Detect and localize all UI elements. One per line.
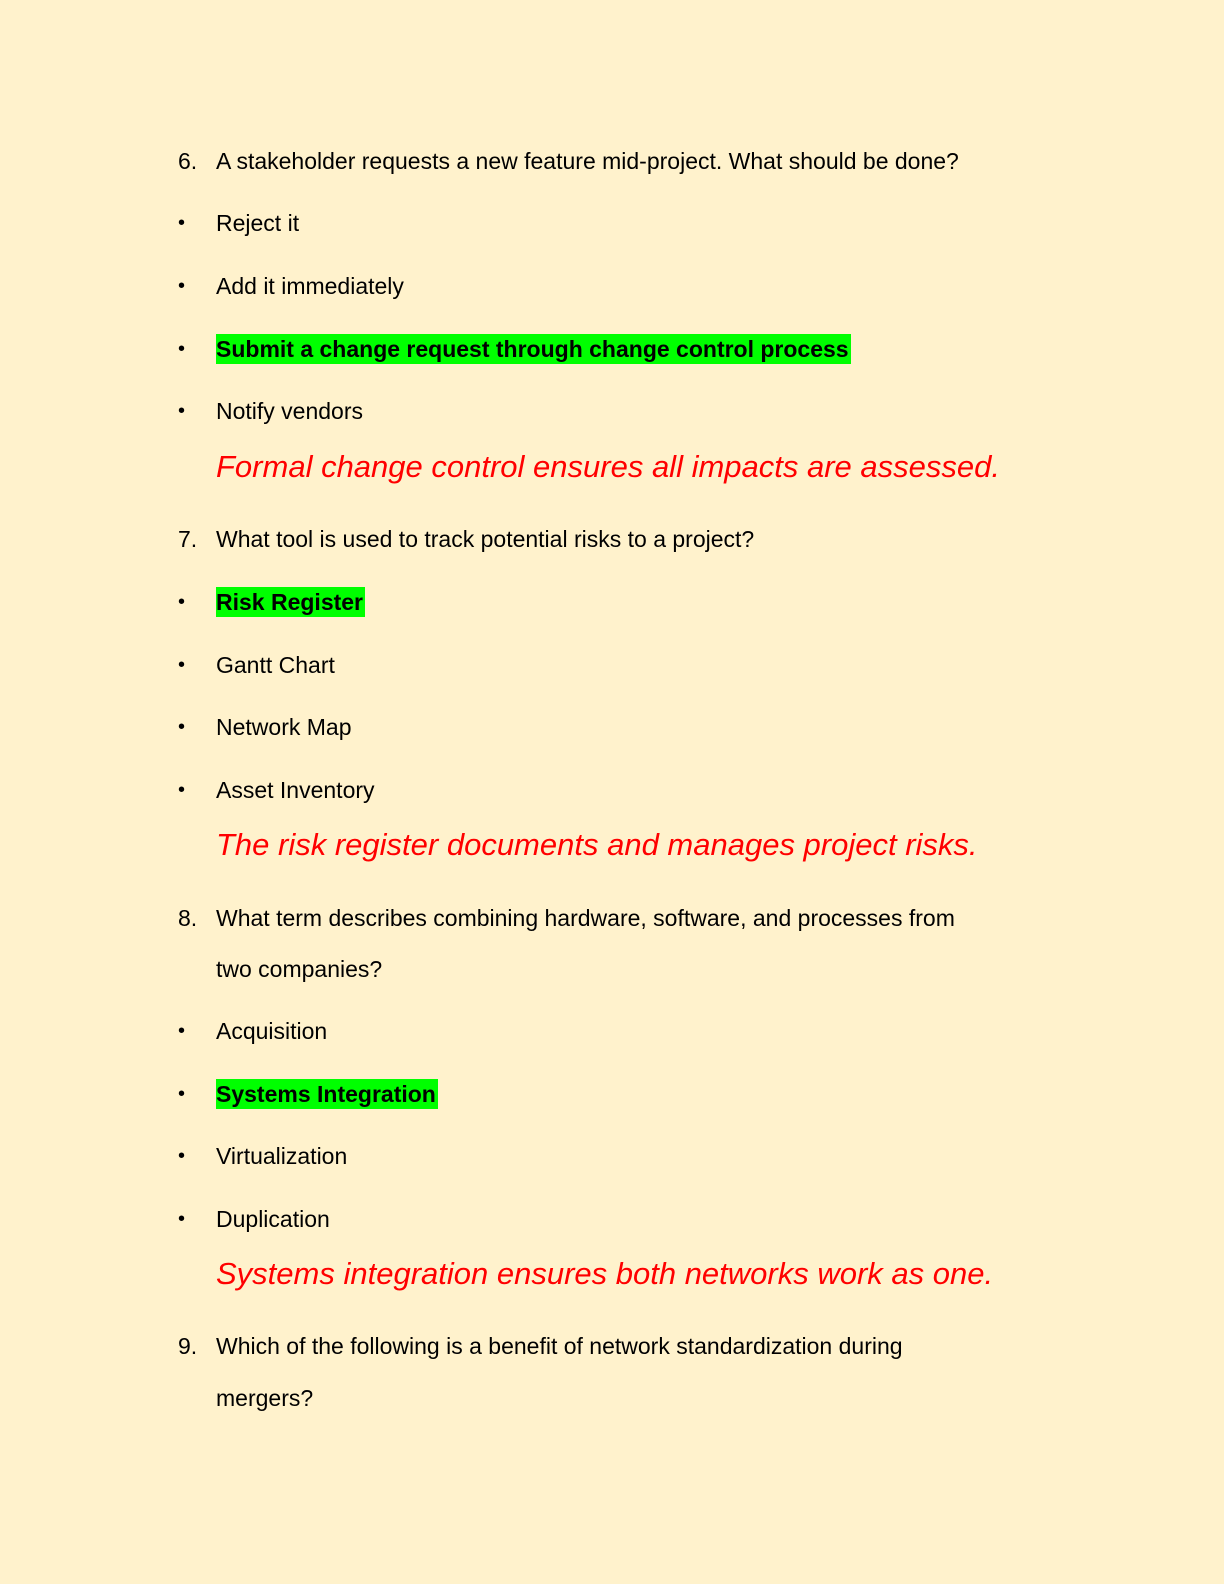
bullet-icon: • (178, 716, 186, 738)
option-label: Duplication (216, 1206, 330, 1232)
explanation-text: Formal change control ensures all impacts are assessed. (216, 449, 1000, 484)
question-number: 9. (178, 1333, 198, 1359)
bullet-icon: • (178, 400, 186, 422)
question-text: two companies? (216, 956, 383, 982)
bullet-icon: • (178, 212, 186, 234)
option-label: Notify vendors (216, 398, 364, 424)
question-number: 7. (178, 526, 198, 552)
correct-answer-highlight: Risk Register (216, 589, 364, 615)
option-label: Add it immediately (216, 273, 404, 299)
bullet-icon: • (178, 779, 186, 801)
bullet-icon: • (178, 338, 186, 360)
question-number: 6. (178, 148, 198, 174)
question-text: mergers? (216, 1385, 314, 1411)
question-number: 8. (178, 905, 198, 931)
bullet-icon: • (178, 1083, 186, 1105)
option-label: Gantt Chart (216, 652, 335, 678)
option-label: Virtualization (216, 1143, 348, 1169)
bullet-icon: • (178, 1208, 186, 1230)
correct-answer-highlight: Submit a change request through change control process (216, 336, 849, 362)
bullet-icon: • (178, 275, 186, 297)
bullet-icon: • (178, 654, 186, 676)
option-label: Reject it (216, 210, 300, 236)
question-text: A stakeholder requests a new feature mid-project. What should be done? (216, 148, 959, 174)
question-text: What term describes combining hardware, software, and processes from (216, 905, 955, 931)
option-label: Asset Inventory (216, 777, 375, 803)
explanation-text: The risk register documents and manages project risks. (216, 827, 978, 862)
bullet-icon: • (178, 1145, 186, 1167)
bullet-icon: • (178, 591, 186, 613)
question-text: What tool is used to track potential risks to a project? (216, 526, 755, 552)
explanation-text: Systems integration ensures both networks work as one. (216, 1256, 994, 1291)
option-label: Network Map (216, 714, 352, 740)
correct-answer-highlight: Systems Integration (216, 1081, 436, 1107)
question-text: Which of the following is a benefit of network standardization during (216, 1333, 903, 1359)
bullet-icon: • (178, 1020, 186, 1042)
option-label: Acquisition (216, 1018, 328, 1044)
